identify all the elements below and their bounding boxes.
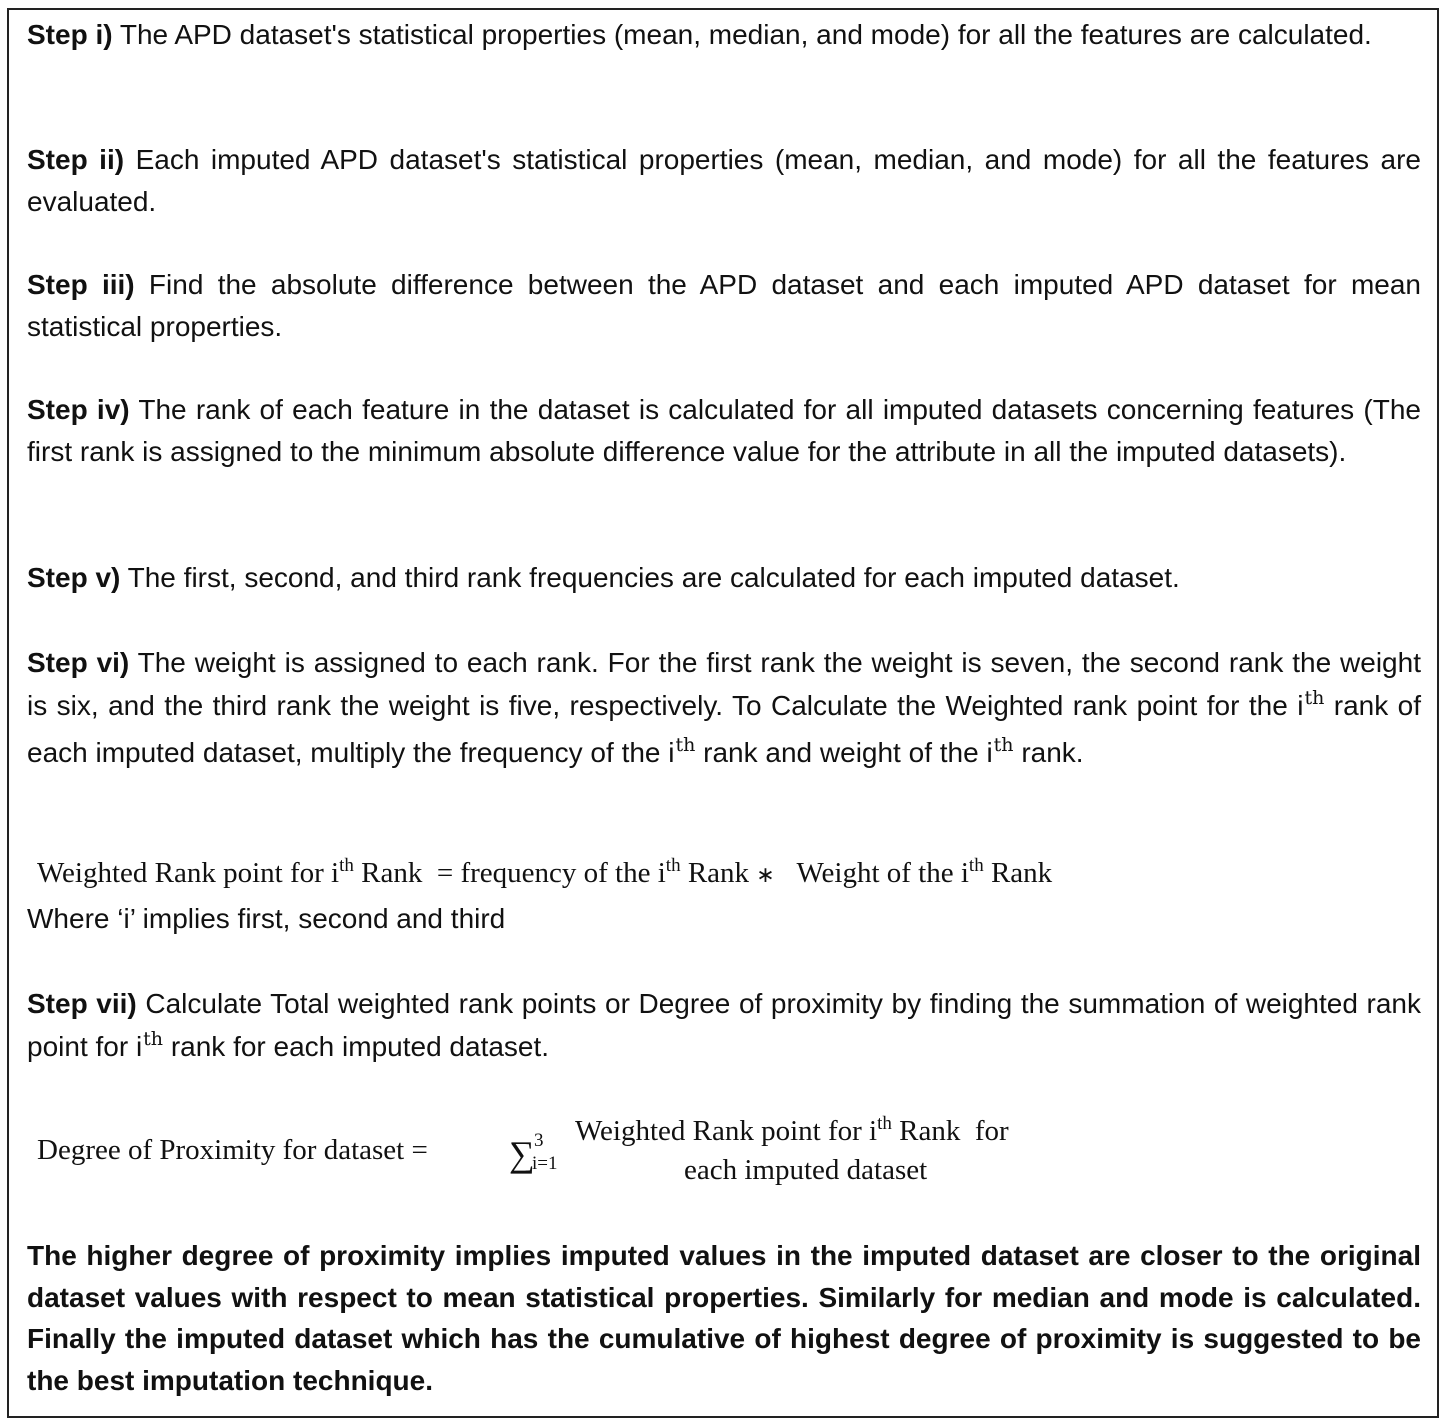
- step-text: rank of each imputed dataset, multiply the frequency of the i: [27, 690, 1421, 768]
- equation-term: Rank: [680, 857, 750, 889]
- step-text: rank.: [1013, 737, 1084, 768]
- proximity-equation-line2: each imputed dataset: [684, 1154, 928, 1186]
- equation-term: Rank for: [891, 1115, 1009, 1147]
- superscript: th: [143, 1028, 164, 1050]
- equals-sign: =: [436, 857, 454, 889]
- superscript: th: [968, 855, 984, 876]
- weighted-rank-equation: [37, 857, 1052, 890]
- equation-term: frequency of the i: [460, 857, 666, 889]
- step-label: Step i): [27, 19, 113, 50]
- step-4: [27, 389, 1421, 472]
- equation-term: Weighted Rank point for i: [575, 1115, 878, 1147]
- multiply-sign: ∗: [756, 862, 775, 887]
- superscript: th: [665, 855, 681, 876]
- summation-upper-limit: 3: [534, 1130, 544, 1151]
- step-6: [27, 641, 1421, 778]
- step-text: The first, second, and third rank frequencies are calculated for each imputed dataset.: [120, 562, 1180, 593]
- step-5: [27, 557, 1421, 599]
- step-2: [27, 139, 1421, 222]
- step-text: Each imputed APD dataset's statistical properties (mean, median, and mode) for all the features are evaluated.: [27, 144, 1421, 217]
- superscript: th: [877, 1113, 892, 1134]
- step-label: Step iv): [27, 394, 130, 425]
- step-text: Calculate Total weighted rank points or Degree of proximity by finding the summation of weighted rank point for i: [27, 988, 1422, 1062]
- step-text: The rank of each feature in the dataset is calculated for all imputed datasets concerning features (The first rank is assigned to the minimum absolute difference value for the attribute in all the imputed datasets).: [27, 394, 1421, 467]
- superscript: th: [1304, 687, 1325, 709]
- conclusion-paragraph: The higher degree of proximity implies imputed values in the imputed dataset are closer to the original dataset values with respect to mean statistical properties. Similarly for median and mode is calculated. Finally the imputed dataset which has the cumulative of highest degree of proximity is suggested to be the best imputation technique.: [27, 1240, 1421, 1396]
- equation-term: Weight of the i: [796, 857, 969, 889]
- step-text: rank for each imputed dataset.: [163, 1031, 550, 1062]
- step-label: Step ii): [27, 144, 125, 175]
- superscript: th: [993, 734, 1014, 756]
- step-7: [27, 982, 1421, 1072]
- equation-term: Rank: [983, 857, 1053, 889]
- step-1: [27, 14, 1421, 56]
- step-text: rank and weight of the i: [695, 737, 993, 768]
- step-3: [27, 264, 1421, 347]
- step-text: Find the absolute difference between the APD dataset and each imputed APD dataset for mean statistical properties.: [27, 269, 1422, 342]
- equation-term: Rank: [353, 857, 423, 889]
- equation-term: Weighted Rank point for i: [37, 857, 340, 889]
- step-label: Step vi): [27, 647, 130, 678]
- step-label: Step v): [27, 562, 121, 593]
- equation-note: Where ‘i’ implies first, second and third: [27, 903, 506, 934]
- superscript: th: [675, 734, 696, 756]
- proximity-equation-line1: [575, 1115, 1009, 1148]
- step-label: Step iii): [27, 269, 135, 300]
- step-text: The APD dataset's statistical properties (mean, median, and mode) for all the features are calculated.: [112, 19, 1372, 50]
- summation-icon: ∑: [509, 1134, 535, 1174]
- proximity-equation-lhs: Degree of Proximity for dataset =: [37, 1134, 428, 1166]
- superscript: th: [339, 855, 354, 876]
- step-text: The weight is assigned to each rank. For the first rank the weight is seven, the second rank the weight is six, and the third rank the weight is five, respectively. To Calculate the Weighted rank point for the i: [27, 647, 1421, 721]
- summation-lower-limit: i=1: [532, 1153, 558, 1174]
- step-label: Step vii): [27, 988, 137, 1019]
